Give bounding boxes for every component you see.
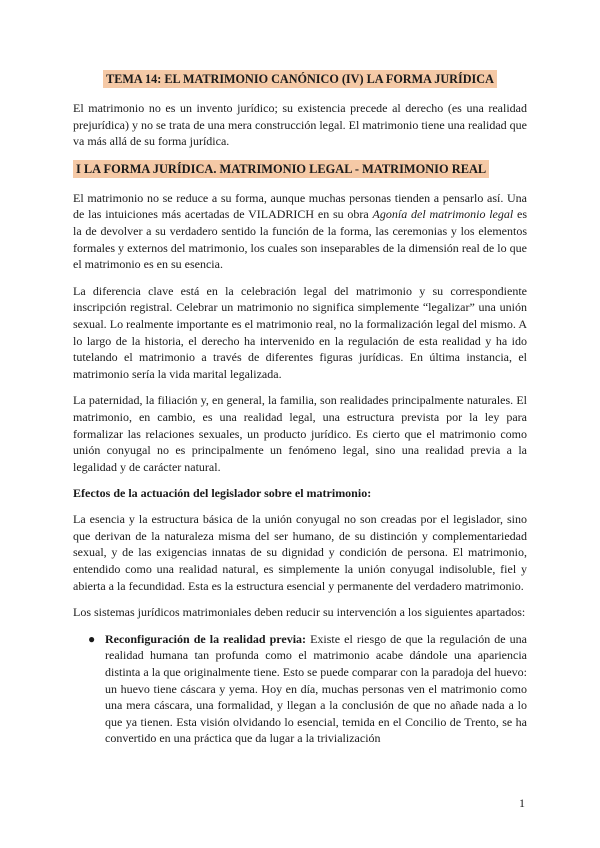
section-paragraph-1-a: El matrimonio no se reduce a su forma, aunque muchas personas tienden a pensarlo así. Una de las intuiciones más acertadas de VILADRICH en su obra (73, 190, 527, 222)
subsection-paragraph-1: La esencia y la estructura básica de la unión conyugal no son creadas por el legislador, sino que derivan de la naturaleza misma del ser humano, de su distinción y complementariedad sexual, y de las exigencias innatas de su dignidad y condición de persona. El matrimonio, entendido como una realidad natural, es simplemente la unión conyugal indisoluble, fiel y abierta a la fecundidad. Esta es la estructura esencial y permanente del verdadero matrimonio. (73, 512, 527, 593)
document-page (73, 70, 527, 757)
section-paragraph-3: La paternidad, la filiación y, en general, la familia, son realidades principalmente naturales. El matrimonio, en cambio, es una realidad legal, una estructura prevista por la ley para formalizar las relaciones sexuales, un producto jurídico. Es cierto que el matrimonio como unión conyugal no es principalmente un fenómeno legal, sino una realidad previa a la legalidad y de carácter natural. (73, 393, 527, 474)
section-paragraph-1-b: es la de devolver a su verdadero sentido la función de la forma, las ceremonias y los elementos formales y externos del matrimonio, los cuales son inseparables de la dimensión real de lo que el matrimonio es en su esencia. (73, 207, 528, 272)
book-title: Agonía del matrimonio legal (372, 207, 514, 222)
section-heading-wrap (73, 160, 527, 190)
bullet-icon: ● (88, 631, 96, 646)
intro-paragraph: El matrimonio no es un invento jurídico; su existencia precede al derecho (es una realidad prejurídica) y no se trata de una mera construcción legal. El matrimonio tiene una realidad que va más allá de su forma jurídica. (73, 101, 527, 149)
section-heading: I LA FORMA JURÍDICA. MATRIMONIO LEGAL - MATRIMONIO REAL (73, 160, 489, 178)
section-paragraph-2: La diferencia clave está en la celebración legal del matrimonio y su correspondiente inscripción registral. Celebrar un matrimonio no significa simplemente “legalizar” una unión sexual. Lo realmente importante es el matrimonio real, no la formalización legal del mismo. A lo largo de la historia, el derecho ha intervenido en la regulación de esta realidad y ha ido tutelando el matrimonio a través de diferentes figuras jurídicas. En última instancia, el matrimonio sería la vida marital legalizada. (73, 283, 527, 381)
list-item (73, 631, 527, 747)
page-number: 1 (519, 796, 525, 810)
bullet-label: Reconfiguración de la realidad previa: (105, 631, 307, 646)
bullet-list (73, 631, 527, 747)
subsection-heading: Efectos de la actuación del legislador sobre el matrimonio: (73, 486, 372, 501)
document-title: TEMA 14: EL MATRIMONIO CANÓNICO (IV) LA FORMA JURÍDICA (103, 70, 497, 88)
title-wrap (73, 70, 527, 88)
subsection-paragraph-2: Los sistemas jurídicos matrimoniales deben reducir su intervención a los siguientes apartados: (73, 605, 526, 620)
section-paragraph-1 (73, 190, 527, 273)
bullet-text: Existe el riesgo de que la regulación de una realidad humana tan profunda como el matrimonio acabe dándole una apariencia distinta a la que originalmente tiene. Esto se puede comparar con la paradoja del huevo: un huevo tiene cáscara y yema. Hoy en día, muchas personas ven el matrimonio como una mera cáscara, una formalidad, y llegan a la conclusión de que no añade nada a lo que ya tienen. Esta visión olvidando lo esencial, temida en el Concilio de Trento, se ha convertido en una práctica que da lugar a la trivialización (105, 631, 527, 746)
bullet-paragraph (105, 631, 527, 747)
